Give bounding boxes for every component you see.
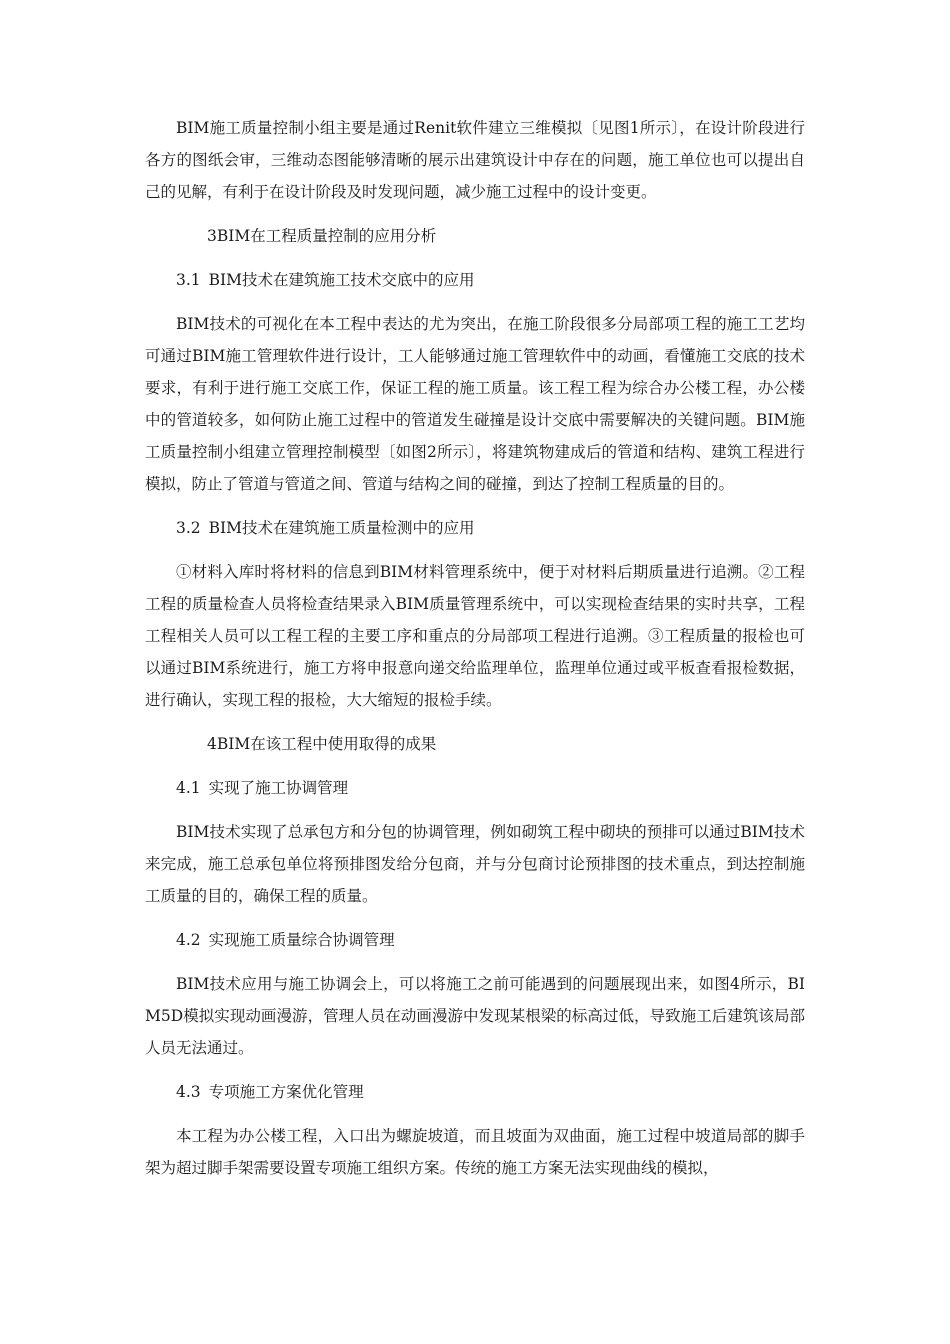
- section-number: 3: [207, 227, 217, 245]
- section-heading-4: [145, 728, 805, 760]
- paragraph-comprehensive-coordination: BIM技术应用与施工协调会上，可以将施工之前可能遇到的问题展现出来，如图4所示，BIM5D模拟实现动画漫游，管理人员在动画漫游中发现某根梁的标高过低，导致施工后建筑该局部人员无法通过。: [145, 975, 805, 1057]
- section-title: BIM在工程质量控制的应用分析: [216, 227, 437, 245]
- paragraph-special-plan: 本工程为办公楼工程，入口出为螺旋坡道，而且坡面为双曲面，施工过程中坡道局部的脚手架为超过脚手架需要设置专项施工组织方案。传统的施工方案无法实现曲线的模拟，: [145, 1127, 805, 1177]
- subsection-title: BIM技术在建筑施工技术交底中的应用: [208, 271, 475, 289]
- subsection-number: 3.1: [176, 271, 201, 289]
- section-title: BIM在该工程中使用取得的成果: [216, 735, 437, 753]
- subsection-heading-3-2: [145, 512, 805, 544]
- paragraph-model-review: BIM施工质量控制小组主要是通过Renit软件建立三维模拟〔见图1所示〕，在设计阶段进行各方的图纸会审，三维动态图能够清晰的展示出建筑设计中存在的问题，施工单位也可以提出自己的见解，有利于在设计阶段及时发现问题，减少施工过程中的设计变更。: [145, 119, 805, 201]
- subsection-number: 4.2: [176, 931, 201, 949]
- subsection-heading-3-1: [145, 264, 805, 296]
- subsection-heading-4-1: [145, 772, 805, 804]
- subsection-number: 4.3: [176, 1083, 201, 1101]
- subsection-title: BIM技术在建筑施工质量检测中的应用: [208, 519, 475, 537]
- subsection-title: 专项施工方案优化管理: [208, 1083, 364, 1101]
- subsection-heading-4-2: [145, 924, 805, 956]
- subsection-heading-4-3: [145, 1076, 805, 1108]
- paragraph-quality-inspection: ①材料入库时将材料的信息到BIM材料管理系统中，便于对材料后期质量进行追溯。②工程工程的质量检查人员将检查结果录入BIM质量管理系统中，可以实现检查结果的实时共享，工程工程相关人员可以工程工程的主要工序和重点的分局部项工程进行追溯。③工程质量的报检也可以通过BIM系统进行，施工方将申报意向递交给监理单位，监理单位通过或平板查看报检数据，进行确认，实现工程的报检，大大缩短的报检手续。: [145, 563, 805, 709]
- document-body: [145, 112, 805, 1196]
- subsection-title: 实现了施工协调管理: [208, 779, 349, 797]
- subsection-number: 3.2: [176, 519, 201, 537]
- section-heading-3: [145, 220, 805, 252]
- subsection-number: 4.1: [176, 779, 201, 797]
- subsection-title: 实现施工质量综合协调管理: [208, 931, 395, 949]
- section-number: 4: [207, 735, 217, 753]
- paragraph-coordination: BIM技术实现了总承包方和分包的协调管理，例如砌筑工程中砌块的预排可以通过BIM技术来完成，施工总承包单位将预排图发给分包商，并与分包商讨论预排图的技术重点，到达控制施工质量的目的，确保工程的质量。: [145, 823, 805, 905]
- paragraph-technical-briefing: BIM技术的可视化在本工程中表达的尤为突出，在施工阶段很多分局部项工程的施工工艺均可通过BIM施工管理软件进行设计，工人能够通过施工管理软件中的动画，看懂施工交底的技术要求，有利于进行施工交底工作，保证工程的施工质量。该工程工程为综合办公楼工程，办公楼中的管道较多，如何防止施工过程中的管道发生碰撞是设计交底中需要解决的关键问题。BIM施工质量控制小组建立管理控制模型〔如图2所示〕，将建筑物建成后的管道和结构、建筑工程进行模拟，防止了管道与管道之间、管道与结构之间的碰撞，到达了控制工程质量的目的。: [145, 315, 805, 493]
